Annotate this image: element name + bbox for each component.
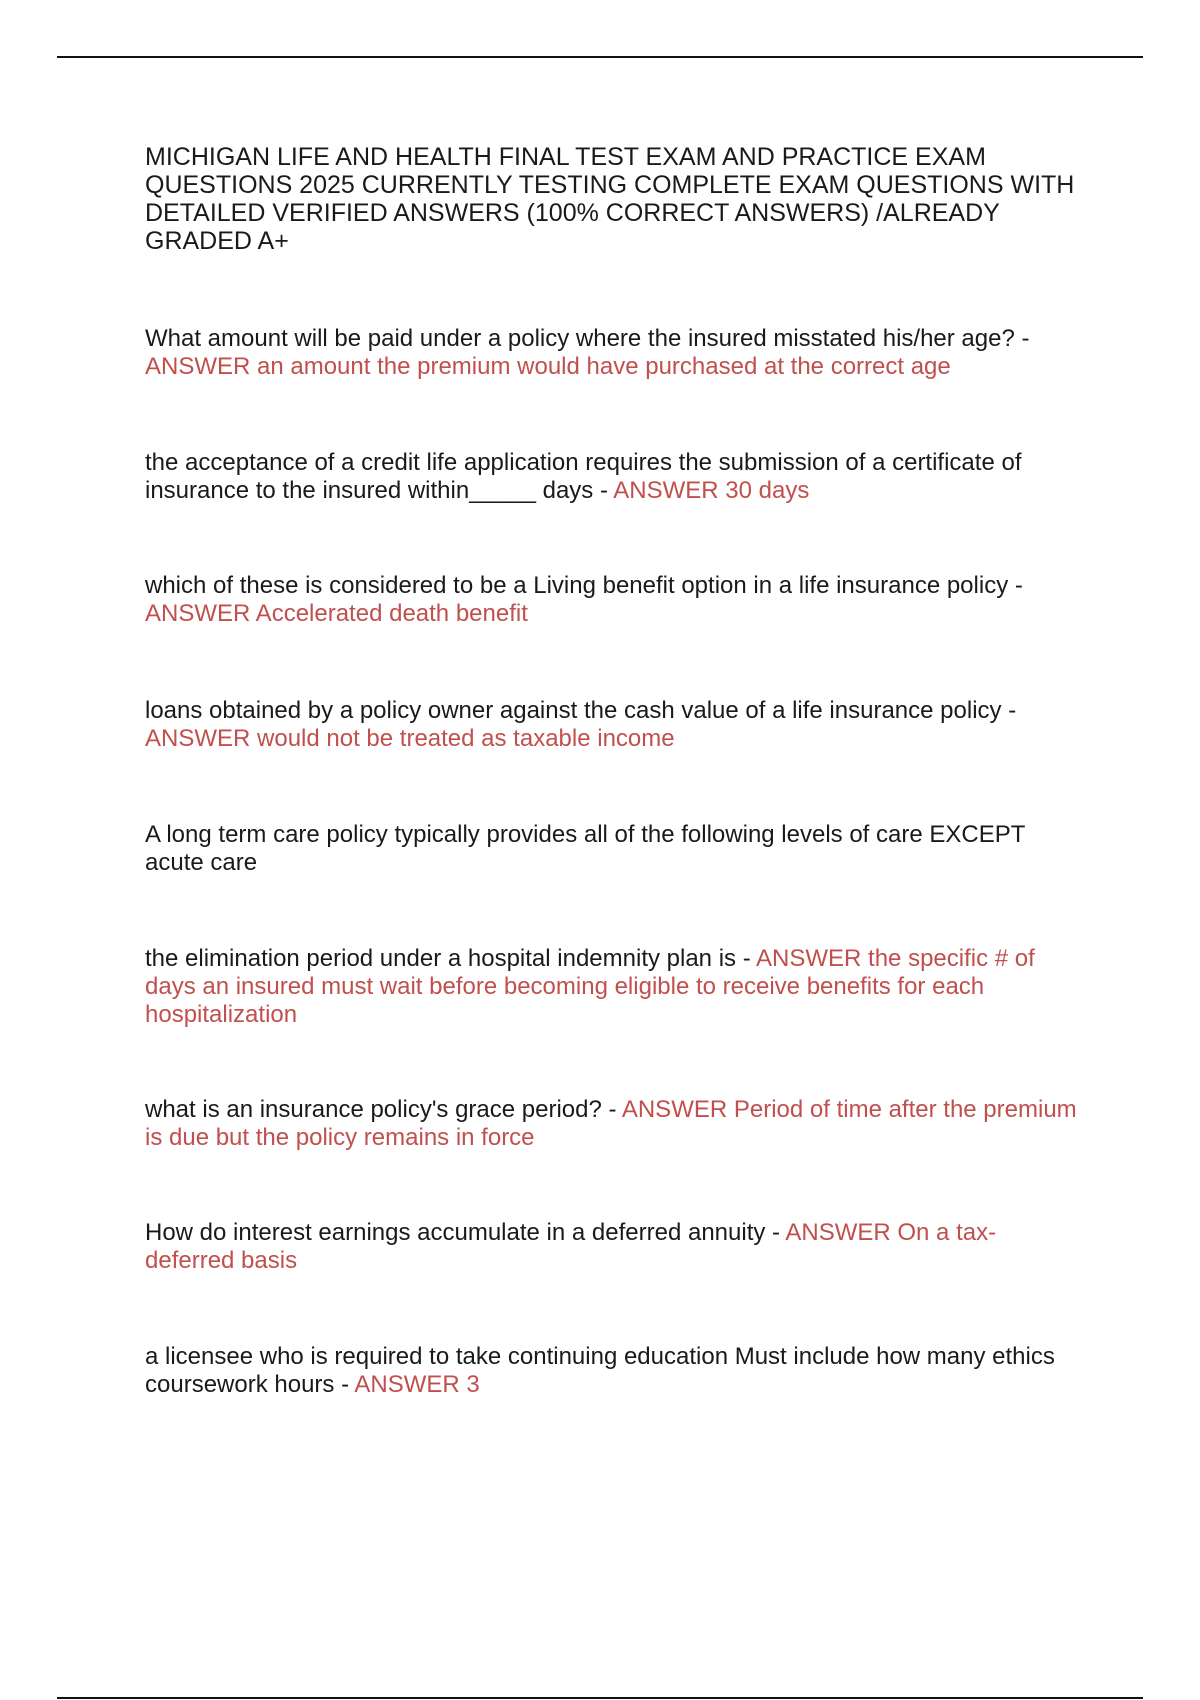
- answer-text: ANSWER Period of time after the premium is due but the policy remains in force: [145, 1096, 1077, 1151]
- qa-item-1: [145, 325, 1085, 381]
- answer-text: ANSWER an amount the premium would have purchased at the correct age: [145, 353, 951, 380]
- qa-item-3: [145, 572, 1085, 628]
- answer-text: ANSWER Accelerated death benefit: [145, 600, 528, 627]
- bottom-rule: [57, 1697, 1143, 1699]
- qa-item-6: [145, 945, 1085, 1029]
- question-text: loans obtained by a policy owner against the cash value of a life insurance policy -: [145, 697, 1017, 724]
- qa-item-7: [145, 1096, 1085, 1152]
- answer-text: ANSWER 30 days: [613, 477, 810, 504]
- answer-text: ANSWER 3: [354, 1371, 480, 1398]
- qa-item-5: [145, 821, 1085, 877]
- question-text: A long term care policy typically provides all of the following levels of care EXCEPT acute care: [145, 821, 1025, 876]
- qa-item-9: [145, 1343, 1085, 1399]
- question-text: What amount will be paid under a policy where the insured misstated his/her age? -: [145, 325, 1030, 352]
- question-text: the elimination period under a hospital indemnity plan is -: [145, 945, 757, 972]
- top-rule: [57, 56, 1143, 58]
- question-text: which of these is considered to be a Living benefit option in a life insurance policy -: [145, 572, 1023, 599]
- answer-text: ANSWER the specific # of days an insured must wait before becoming eligible to receive benefits for each hospitalization: [145, 945, 1035, 1028]
- answer-text: ANSWER On a tax-deferred basis: [145, 1219, 997, 1274]
- qa-item-4: [145, 697, 1085, 753]
- question-text: How do interest earnings accumulate in a deferred annuity -: [145, 1219, 786, 1246]
- answer-text: ANSWER would not be treated as taxable income: [145, 725, 675, 752]
- document-title: MICHIGAN LIFE AND HEALTH FINAL TEST EXAM AND PRACTICE EXAM QUESTIONS 2025 CURRENTLY TESTING COMPLETE EXAM QUESTIONS WITH DETAILED VERIFIED ANSWERS (100% CORRECT ANSWERS) /ALREADY GRADED A+: [145, 143, 1075, 255]
- question-text: the acceptance of a credit life application requires the submission of a certificate of insurance to the insured within_____ days -: [145, 449, 1022, 504]
- question-text: a licensee who is required to take continuing education Must include how many ethics coursework hours -: [145, 1343, 1055, 1398]
- qa-item-2: [145, 449, 1085, 505]
- question-text: what is an insurance policy's grace period? -: [145, 1096, 622, 1123]
- qa-item-8: [145, 1219, 1085, 1275]
